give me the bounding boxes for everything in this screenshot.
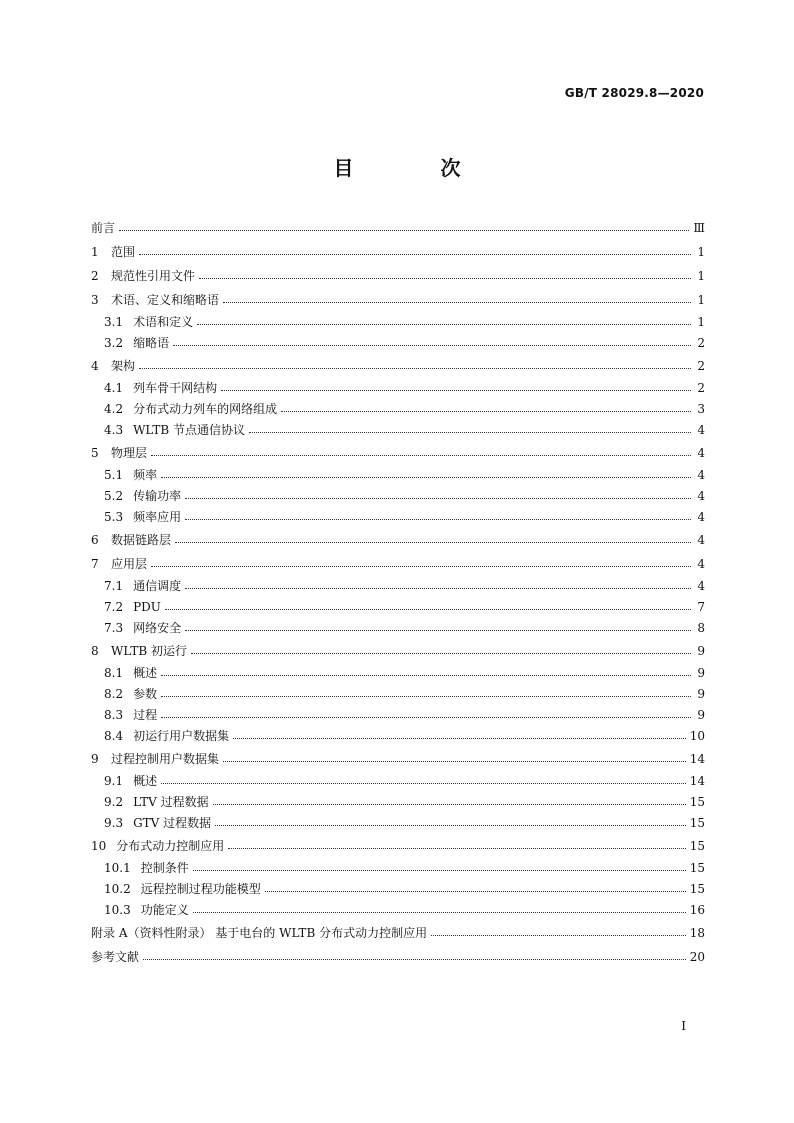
standard-code: GB/T 28029.8—2020 [564, 86, 704, 100]
toc-entry-text [104, 900, 189, 921]
toc-entry-page: 1 [697, 315, 705, 329]
toc-entry-text [91, 552, 147, 576]
toc-entry-title: 通信调度 [133, 579, 182, 593]
toc-entry-text [104, 663, 157, 684]
toc-entry-page: 14 [689, 752, 705, 766]
toc-entry-page: 2 [697, 381, 705, 395]
toc-entry-title: 频率应用 [133, 510, 182, 524]
toc-entry-page: 9 [697, 687, 705, 701]
toc-entry-title: WLTB 初运行 [111, 644, 187, 658]
toc-entry[interactable] [91, 240, 705, 264]
toc-entry[interactable] [91, 792, 705, 813]
toc-entry-text [91, 834, 224, 858]
toc-entry-text [104, 597, 161, 618]
dot-leader [249, 432, 691, 433]
toc-entry[interactable] [91, 378, 705, 399]
toc-entry-page: 4 [697, 446, 705, 460]
toc-entry-title: 控制条件 [140, 861, 189, 875]
toc-entry-number: 3 [91, 293, 99, 307]
dot-leader [265, 891, 686, 892]
toc-entry-title: 频率 [133, 468, 158, 482]
toc-entry-text [104, 726, 229, 747]
toc-entry-page: 4 [697, 468, 705, 482]
toc-entry[interactable] [91, 399, 705, 420]
toc-entry-number: 8.4 [104, 729, 124, 743]
toc-entry[interactable] [91, 354, 705, 378]
toc-entry-number: 6 [91, 533, 99, 547]
toc-entry-text [91, 288, 219, 312]
toc-entry-number: 9.2 [104, 795, 124, 809]
dot-leader [139, 368, 691, 369]
toc-entry-title: 术语、定义和缩略语 [111, 293, 220, 307]
toc-entry[interactable] [91, 216, 705, 240]
toc-entry[interactable] [91, 312, 705, 333]
toc-entry[interactable] [91, 486, 705, 507]
toc-list [91, 216, 705, 969]
toc-entry-text [91, 216, 115, 240]
toc-entry-text [104, 333, 169, 354]
toc-entry[interactable] [91, 288, 705, 312]
toc-entry-text [104, 792, 209, 813]
dot-leader [221, 390, 691, 391]
toc-entry[interactable] [91, 441, 705, 465]
toc-entry-number: 3.1 [104, 315, 124, 329]
toc-entry-number: 8.1 [104, 666, 124, 680]
toc-entry[interactable] [91, 879, 705, 900]
toc-entry-number: 1 [91, 245, 99, 259]
toc-entry-title: 列车骨干网结构 [133, 381, 218, 395]
dot-leader [185, 630, 691, 631]
toc-entry-number: 5.2 [104, 489, 124, 503]
toc-entry-number: 7 [91, 557, 99, 571]
toc-entry-text [104, 312, 193, 333]
toc-entry-number: 5.3 [104, 510, 124, 524]
dot-leader [161, 675, 691, 676]
toc-entry-number: 4.1 [104, 381, 124, 395]
toc-entry-title: 应用层 [111, 557, 148, 571]
toc-entry-text [104, 684, 157, 705]
toc-entry-page: 15 [689, 882, 705, 896]
dot-leader [191, 653, 691, 654]
toc-entry-page: 4 [697, 510, 705, 524]
dot-leader [228, 848, 685, 849]
toc-entry-number: 7.3 [104, 621, 124, 635]
toc-entry-title: 范围 [111, 245, 136, 259]
page-number: I [681, 1019, 686, 1033]
toc-title: 目 次 [333, 156, 501, 180]
toc-entry-title: 初运行用户数据集 [133, 729, 230, 743]
toc-entry-title: PDU [133, 600, 161, 614]
toc-entry[interactable] [91, 726, 705, 747]
toc-entry-page: 4 [697, 489, 705, 503]
toc-entry-page: 3 [697, 402, 705, 416]
toc-entry-number: 3.2 [104, 336, 124, 350]
toc-entry-title: 参数 [133, 687, 158, 701]
dot-leader [161, 783, 686, 784]
dot-leader [233, 738, 686, 739]
toc-entry-page: 8 [697, 621, 705, 635]
toc-entry-title: 规范性引用文件 [111, 269, 196, 283]
toc-entry-page: 7 [697, 600, 705, 614]
dot-leader [139, 254, 691, 255]
toc-entry-title: 网络安全 [133, 621, 182, 635]
dot-leader [213, 804, 686, 805]
toc-entry-page: 15 [689, 816, 705, 830]
toc-entry-text [91, 747, 219, 771]
toc-entry-text [91, 354, 135, 378]
toc-entry[interactable] [91, 552, 705, 576]
toc-entry-title: LTV 过程数据 [133, 795, 209, 809]
dot-leader [193, 870, 686, 871]
toc-entry-page: 1 [697, 245, 705, 259]
dot-leader [161, 696, 691, 697]
toc-entry[interactable] [91, 420, 705, 441]
dot-leader [223, 761, 686, 762]
toc-entry[interactable] [91, 747, 705, 771]
dot-leader [197, 324, 691, 325]
toc-entry-text [104, 378, 217, 399]
toc-entry-title: 架构 [111, 359, 136, 373]
toc-entry[interactable] [91, 528, 705, 552]
toc-entry-title: 缩略语 [133, 336, 170, 350]
toc-entry-page: 4 [697, 557, 705, 571]
toc-entry[interactable] [91, 333, 705, 354]
toc-entry-title: 物理层 [111, 446, 148, 460]
toc-entry[interactable] [91, 507, 705, 528]
toc-entry[interactable] [91, 618, 705, 639]
toc-entry-title: 远程控制过程功能模型 [140, 882, 261, 896]
toc-entry-number: 10.3 [104, 903, 131, 917]
toc-entry-page: 4 [697, 533, 705, 547]
toc-entry-page: 9 [697, 644, 705, 658]
toc-entry-text [91, 240, 135, 264]
toc-entry-text [91, 921, 427, 945]
toc-entry-number: 9.3 [104, 816, 124, 830]
toc-entry-text [91, 528, 171, 552]
toc-entry[interactable] [91, 921, 705, 945]
toc-entry-number: 7.1 [104, 579, 124, 593]
toc-entry[interactable] [91, 834, 705, 858]
toc-entry-number: 7.2 [104, 600, 124, 614]
toc-entry-title: 参考文献 [91, 950, 140, 964]
toc-entry-number: 5.1 [104, 468, 124, 482]
dot-leader [119, 230, 689, 231]
toc-entry-page: 1 [697, 293, 705, 307]
toc-entry-title: 功能定义 [140, 903, 189, 917]
dot-leader [173, 345, 691, 346]
toc-entry-number: 10.2 [104, 882, 131, 896]
toc-entry[interactable] [91, 771, 705, 792]
toc-entry-title: 分布式动力列车的网络组成 [133, 402, 278, 416]
toc-entry-text [104, 858, 189, 879]
toc-entry-text [104, 618, 181, 639]
toc-entry-text [91, 264, 195, 288]
toc-entry[interactable] [91, 597, 705, 618]
toc-entry-number: 5 [91, 446, 99, 460]
toc-entry-page: 16 [689, 903, 705, 917]
toc-entry-page: 9 [697, 666, 705, 680]
toc-entry[interactable] [91, 858, 705, 879]
toc-entry-page: 2 [697, 359, 705, 373]
dot-leader [165, 609, 691, 610]
toc-entry-number: 9.1 [104, 774, 124, 788]
toc-entry-title: GTV 过程数据 [133, 816, 212, 830]
toc-entry-page: 9 [697, 708, 705, 722]
dot-leader [215, 825, 686, 826]
dot-leader [431, 935, 686, 936]
toc-entry-text [104, 465, 157, 486]
toc-entry-number: 4.3 [104, 423, 124, 437]
toc-entry-title: 过程控制用户数据集 [111, 752, 220, 766]
toc-entry[interactable] [91, 705, 705, 726]
toc-entry-page: 15 [689, 795, 705, 809]
dot-leader [199, 278, 691, 279]
toc-entry[interactable] [91, 264, 705, 288]
dot-leader [161, 717, 691, 718]
toc-entry-page: 15 [689, 839, 705, 853]
dot-leader [161, 477, 691, 478]
toc-entry-text [104, 771, 157, 792]
toc-entry[interactable] [91, 684, 705, 705]
toc-entry[interactable] [91, 639, 705, 663]
toc-entry-text [91, 945, 139, 969]
toc-entry-text [104, 507, 181, 528]
toc-entry-page: 18 [689, 926, 705, 940]
dot-leader [223, 302, 691, 303]
toc-entry-number: 4 [91, 359, 99, 373]
toc-entry-title: 附录 A（资料性附录） 基于电台的 WLTB 分布式动力控制应用 [91, 926, 428, 940]
toc-entry-number: 8.2 [104, 687, 124, 701]
dot-leader [281, 411, 691, 412]
toc-entry-page: 2 [697, 336, 705, 350]
toc-entry[interactable] [91, 945, 705, 969]
toc-entry-text [104, 879, 261, 900]
toc-entry-text [104, 486, 181, 507]
toc-entry-page: 20 [689, 950, 705, 964]
toc-entry-page: 15 [689, 861, 705, 875]
toc-entry[interactable] [91, 900, 705, 921]
toc-entry-title: WLTB 节点通信协议 [133, 423, 246, 437]
toc-entry-text [104, 420, 245, 441]
dot-leader [175, 542, 691, 543]
toc-entry-title: 数据链路层 [111, 533, 172, 547]
toc-entry-text [104, 399, 277, 420]
toc-entry-number: 2 [91, 269, 99, 283]
dot-leader [185, 588, 691, 589]
toc-entry-text [104, 705, 157, 726]
toc-entry-text [104, 813, 211, 834]
toc-entry-page: 14 [689, 774, 705, 788]
toc-entry-title: 分布式动力控制应用 [116, 839, 225, 853]
dot-leader [151, 455, 691, 456]
toc-entry-title: 传输功率 [133, 489, 182, 503]
dot-leader [185, 519, 691, 520]
toc-entry-title: 概述 [133, 666, 158, 680]
dot-leader [151, 566, 691, 567]
toc-entry-page: Ⅲ [693, 221, 705, 235]
toc-entry-number: 8.3 [104, 708, 124, 722]
toc-entry[interactable] [91, 465, 705, 486]
toc-entry-page: 1 [697, 269, 705, 283]
toc-entry-text [91, 441, 147, 465]
toc-entry[interactable] [91, 813, 705, 834]
toc-entry-title: 概述 [133, 774, 158, 788]
toc-entry-number: 10.1 [104, 861, 131, 875]
toc-entry-text [91, 639, 187, 663]
toc-entry-title: 前言 [91, 221, 116, 235]
dot-leader [193, 912, 686, 913]
toc-entry-text [104, 576, 181, 597]
toc-entry-page: 4 [697, 423, 705, 437]
dot-leader [143, 959, 686, 960]
toc-entry-number: 10 [91, 839, 107, 853]
toc-entry-number: 8 [91, 644, 99, 658]
toc-entry-title: 过程 [133, 708, 158, 722]
toc-entry[interactable] [91, 663, 705, 684]
toc-entry[interactable] [91, 576, 705, 597]
toc-entry-page: 10 [689, 729, 705, 743]
dot-leader [185, 498, 691, 499]
toc-entry-page: 4 [697, 579, 705, 593]
toc-entry-number: 4.2 [104, 402, 124, 416]
toc-entry-number: 9 [91, 752, 99, 766]
toc-entry-title: 术语和定义 [133, 315, 194, 329]
